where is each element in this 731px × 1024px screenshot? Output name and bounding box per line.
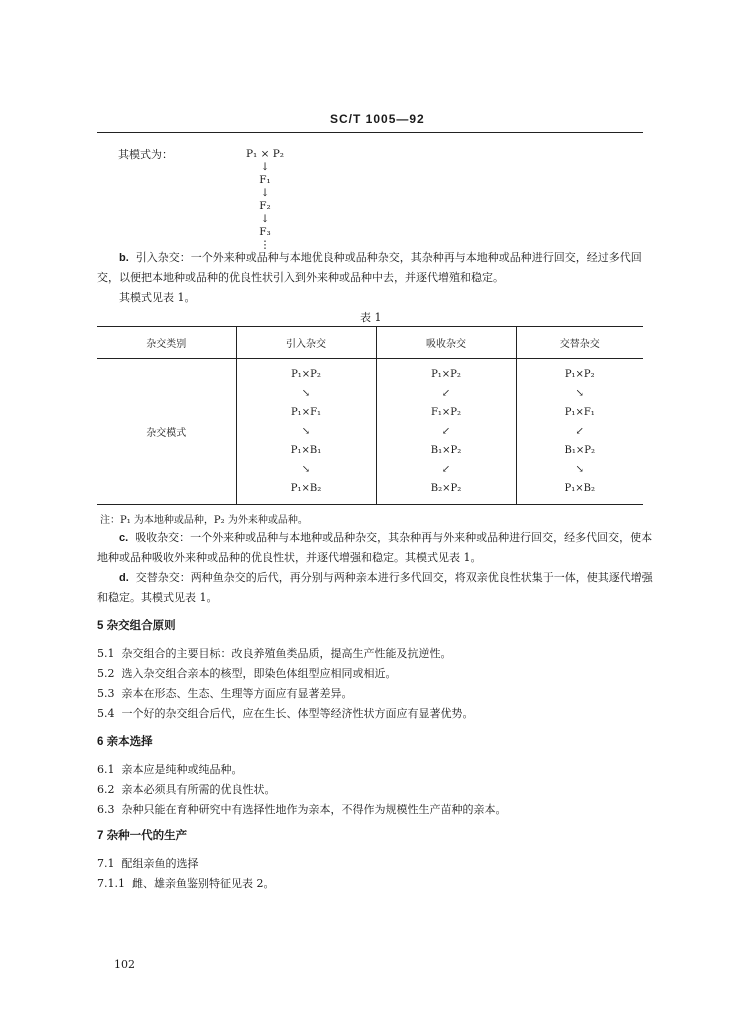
cross-step: P₁×B₂ — [290, 483, 322, 494]
arrow: ↙ — [575, 426, 584, 437]
arrow: ↙ — [441, 388, 451, 399]
clause-text: 配组亲鱼的选择 — [121, 857, 199, 870]
header-rule — [97, 132, 643, 133]
clause-number: 5.4 — [97, 707, 115, 720]
paragraph-c — [97, 528, 657, 568]
cross-step: P₁×P₂ — [431, 369, 461, 380]
clause-6-1 — [97, 760, 657, 780]
cross-step: P₁×P₂ — [291, 369, 321, 380]
clause-5-4 — [97, 704, 657, 724]
clause-number: 5.1 — [97, 647, 115, 660]
cross-step: B₁×P₂ — [430, 445, 462, 456]
clause-text: 一个好的杂交组合后代，应在生长、体型等经济性状方面应有显著优势。 — [121, 707, 474, 720]
clause-number: 5.3 — [97, 687, 115, 700]
clause-number: 6.1 — [97, 763, 115, 776]
table-header-row — [97, 327, 643, 359]
paragraph-text: 引入杂交：一个外来种或品种与本地优良种或品种杂交，其杂种再与本地种或品种进行回交，经过多代回交，以便把本地种或品种的优良性状引入到外来种或品种中去，并逐代增殖和稳定。 — [97, 251, 642, 284]
arrow: ↘ — [575, 464, 584, 475]
clause-5-3 — [97, 684, 657, 704]
clause-6-3 — [97, 800, 657, 820]
cross-step: P₁×B₂ — [564, 483, 595, 494]
arrow: ↘ — [575, 388, 584, 399]
clause-5-1 — [97, 644, 657, 664]
clause-number: 6.2 — [97, 783, 115, 796]
section-7-title: 7 杂种一代的生产 — [97, 830, 188, 842]
table-row — [97, 359, 643, 505]
clause-text: 亲本在形态、生态、生理等方面应有显著差异。 — [121, 687, 353, 700]
clause-text: 亲本应是纯种或纯品种。 — [121, 763, 243, 776]
chain-step: P₁ × P₂ — [245, 148, 285, 160]
cross-step: B₁×P₂ — [564, 445, 595, 456]
column-header: 交替杂交 — [516, 327, 643, 359]
item-label: c. — [119, 532, 129, 544]
cross-step: P₁×B₁ — [290, 445, 322, 456]
paragraph-text: 吸收杂交：一个外来种或品种与本地种或品种杂交，其杂种再与外来种或品种进行回交，经多代回交，使本地种或品种吸收外来种或品种的优良性状，并逐代增强和稳定。其模式见表 1。 — [97, 531, 653, 564]
chain-step: F₂ — [259, 200, 271, 212]
clause-7-1-1 — [97, 874, 657, 894]
clause-text: 选入杂交组合亲本的核型，即染色体组型应相同或相近。 — [121, 667, 397, 680]
standard-code-header: SC/T 1005—92 — [330, 112, 425, 126]
clause-number: 6.3 — [97, 803, 115, 816]
arrow: ↘ — [301, 388, 311, 399]
paragraph-b — [97, 248, 657, 288]
down-arrow: ↓ — [260, 161, 270, 173]
arrow: ↙ — [441, 426, 451, 437]
hybrid-chain-diagram — [240, 148, 290, 252]
paragraph-text: 交替杂交：两种鱼杂交的后代，再分别与两种亲本进行多代回交，将双亲优良性状集于一体，使其逐代增强和稳定。其模式见表 1。 — [97, 571, 653, 604]
arrow: ↘ — [301, 426, 311, 437]
clause-5-2 — [97, 664, 657, 684]
chain-step: F₁ — [259, 174, 271, 186]
cross-step: P₁×F₁ — [290, 407, 322, 418]
alternating-cross-cell — [516, 359, 643, 505]
section-6-title: 6 亲本选择 — [97, 736, 153, 748]
clause-text: 杂种只能在育种研究中有选择性地作为亲本，不得作为规模性生产苗种的亲本。 — [121, 803, 507, 816]
cross-step: B₂×P₂ — [430, 483, 462, 494]
table-note: 注：P₁ 为本地种或品种，P₂ 为外来种或品种。 — [100, 515, 308, 526]
mode-label: 其模式为： — [118, 148, 173, 161]
item-label: b. — [119, 252, 129, 264]
arrow: ↘ — [301, 464, 311, 475]
absorption-cross-cell — [376, 359, 516, 505]
chain-step: F₃ — [259, 226, 271, 238]
page-number: 102 — [114, 958, 135, 971]
down-arrow: ↓ — [260, 187, 270, 199]
arrow: ↙ — [441, 464, 451, 475]
column-header: 引入杂交 — [236, 327, 376, 359]
cross-step: F₁×P₂ — [430, 407, 462, 418]
see-table-line: 其模式见表 1。 — [119, 291, 196, 304]
clause-6-2 — [97, 780, 657, 800]
clause-text: 亲本必须具有所需的优良性状。 — [121, 783, 276, 796]
cross-step: P₁×P₂ — [564, 369, 595, 380]
section-5-title: 5 杂交组合原则 — [97, 620, 176, 632]
clause-text: 雌、雄亲鱼鉴别特征见表 2。 — [132, 877, 275, 890]
down-arrow: ↓ — [260, 213, 270, 225]
clause-7-1 — [97, 854, 657, 874]
clause-number: 5.2 — [97, 667, 115, 680]
clause-number: 7.1.1 — [97, 877, 125, 890]
clause-number: 7.1 — [97, 857, 115, 870]
cross-step: P₁×F₁ — [564, 407, 595, 418]
paragraph-d — [97, 568, 657, 608]
clause-text: 杂交组合的主要目标：改良养殖鱼类品质，提高生产性能及抗逆性。 — [121, 647, 452, 660]
column-header: 杂交类别 — [146, 339, 187, 350]
ellipsis: ⋮ — [259, 239, 271, 251]
table-caption: 表 1 — [360, 311, 382, 324]
introduction-cross-cell — [236, 359, 376, 505]
column-header: 吸收杂交 — [376, 327, 516, 359]
row-label: 杂交模式 — [146, 428, 187, 439]
item-label: d. — [119, 572, 129, 584]
hybridization-modes-table — [97, 326, 643, 505]
